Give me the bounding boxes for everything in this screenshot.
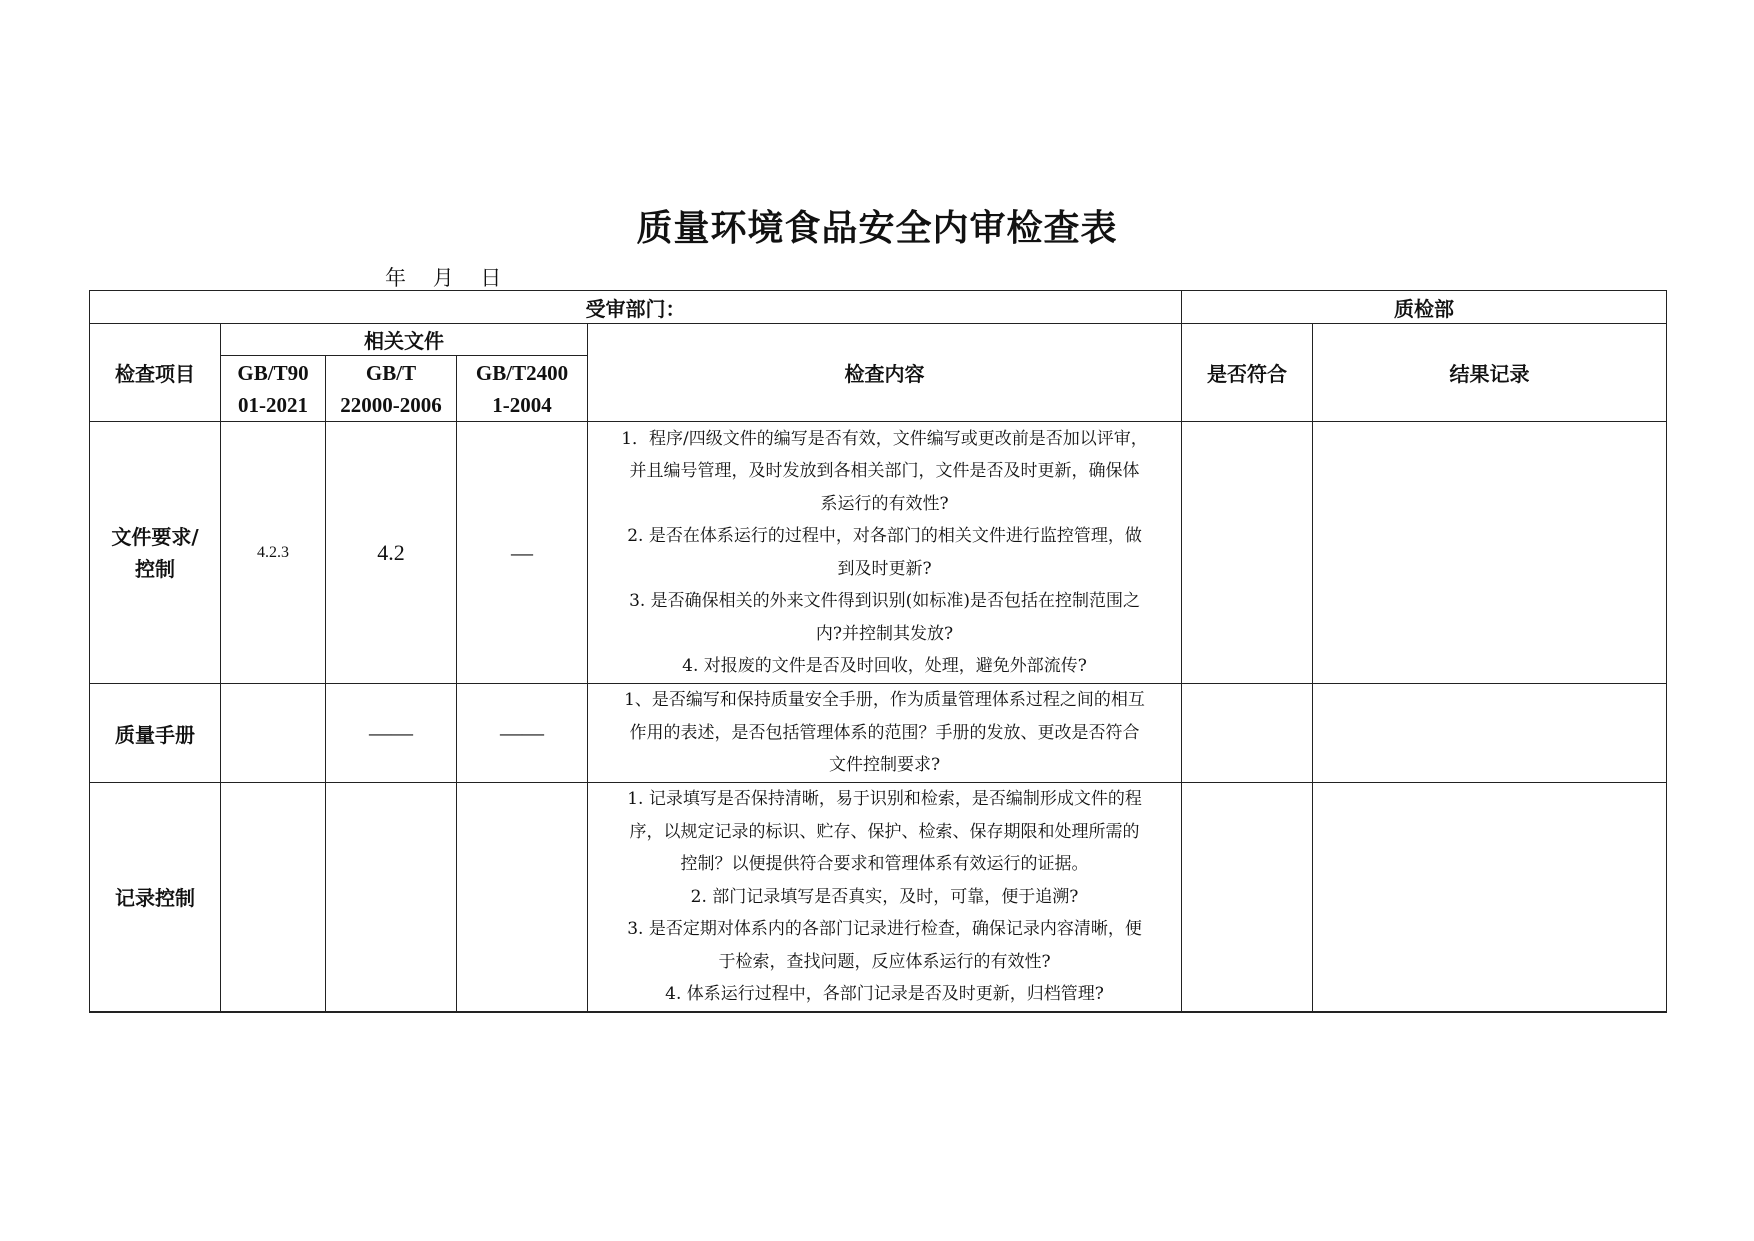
header-related-docs: 相关文件 <box>221 324 588 356</box>
table-row <box>90 422 1667 684</box>
row-content: 1．程序/四级文件的编写是否有效，文件编写或更改前是否加以评审， 并且编号管理，及时发放到各相关部门，文件是否及时更新，确保体 系运行的有效性? 2. 是否在体系运行的过程中，对各部门的相关文件进行监控管理，做 到及时更新? 3. 是否确保相关的外来文件得到识别(如标准)是否包括在控制范围之 内?并控制其发放? 4. 对报废的文件是否及时回收，处理，避免外部流传? <box>588 422 1182 684</box>
table-row <box>90 783 1667 1012</box>
row-content: 1、是否编写和保持质量安全手册，作为质量管理体系过程之间的相互 作用的表述，是否包括管理体系的范围？手册的发放、更改是否符合 文件控制要求? <box>588 684 1182 783</box>
row-item: 文件要求/ 控制 <box>90 422 221 684</box>
audited-dept-value: 质检部 <box>1182 291 1667 324</box>
row-content: 1. 记录填写是否保持清晰，易于识别和检索，是否编制形成文件的程 序，以规定记录的标识、贮存、保护、检索、保存期限和处理所需的 控制？以便提供符合要求和管理体系有效运行的证据。 2. 部门记录填写是否真实，及时，可靠，便于追溯? 3. 是否定期对体系内的各部门记录进行检查，确保记录内容清晰，便 于检索，查找问题，反应体系运行的有效性? 4. 体系运行过程中，各部门记录是否及时更新，归档管理? <box>588 783 1182 1012</box>
row-result[interactable] <box>1313 684 1667 783</box>
row-conform[interactable] <box>1182 783 1313 1012</box>
row-result[interactable] <box>1313 422 1667 684</box>
row-item: 记录控制 <box>90 783 221 1012</box>
header-std-gbt24001: GB/T2400 1-2004 <box>457 356 588 422</box>
row-conform[interactable] <box>1182 422 1313 684</box>
header-std-gbt9001: GB/T90 01-2021 <box>221 356 326 422</box>
header-check-item: 检查项目 <box>90 324 221 422</box>
row-std3: — <box>457 422 588 684</box>
row-std3: —— <box>457 684 588 783</box>
header-std-gbt22000: GB/T 22000-2006 <box>326 356 457 422</box>
row-std1: 4.2.3 <box>221 422 326 684</box>
row-std3 <box>457 783 588 1012</box>
row-item: 质量手册 <box>90 684 221 783</box>
header-check-content: 检查内容 <box>588 324 1182 422</box>
audited-dept-label: 受审部门： <box>90 291 1182 324</box>
header-result: 结果记录 <box>1313 324 1667 422</box>
date-line: 年 月 日 <box>385 266 502 290</box>
row-std1 <box>221 684 326 783</box>
row-std2: —— <box>326 684 457 783</box>
row-std1 <box>221 783 326 1012</box>
page-title: 质量环境食品安全内审检查表 <box>636 208 1118 249</box>
row-std2: 4.2 <box>326 422 457 684</box>
audit-checklist-table <box>89 290 1667 1013</box>
row-result[interactable] <box>1313 783 1667 1012</box>
header-conform: 是否符合 <box>1182 324 1313 422</box>
row-conform[interactable] <box>1182 684 1313 783</box>
row-std2 <box>326 783 457 1012</box>
table-row <box>90 684 1667 783</box>
